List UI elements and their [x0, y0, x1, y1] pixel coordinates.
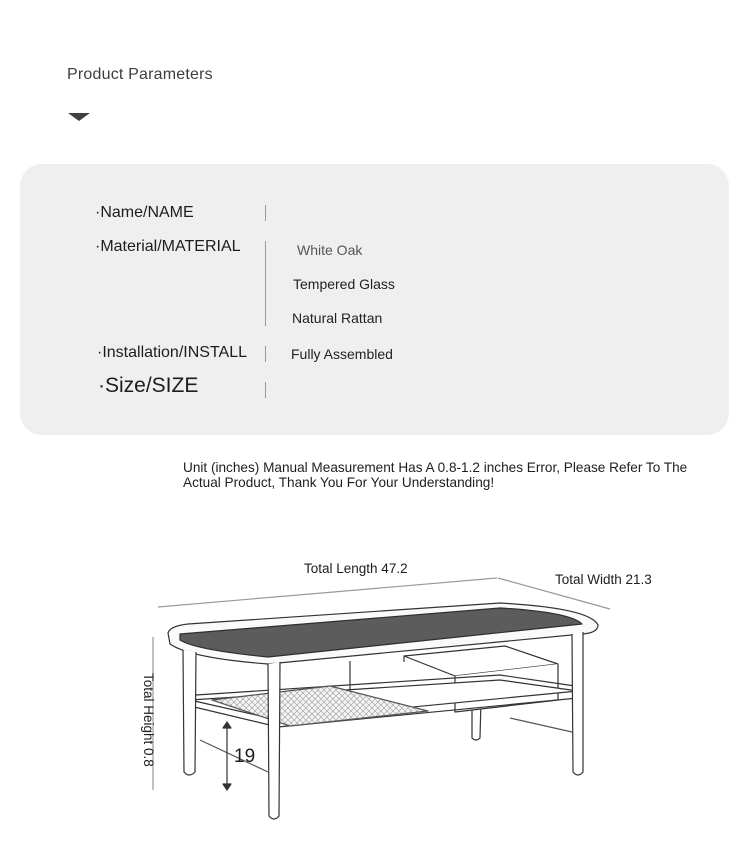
material-value: Tempered Glass — [293, 276, 395, 292]
total-width-label: Total Width 21.3 — [555, 572, 652, 587]
page-title: Product Parameters — [67, 66, 213, 83]
shelf-height-label: 19 — [234, 746, 256, 767]
total-length-label: Total Length 47.2 — [304, 561, 408, 576]
installation-value: Fully Assembled — [291, 346, 393, 362]
measurement-note: Unit (inches) Manual Measurement Has A 0.8-1.2 inches Error, Please Refer To The Actual Product, Thank You For Your Understanding! — [183, 460, 688, 490]
installation-label: ·Installation/INSTALL — [97, 344, 247, 361]
size-label: ·Size/SIZE — [98, 374, 199, 397]
total-height-label: Total Height 0.8 — [141, 673, 156, 767]
material-label: ·Material/MATERIAL — [95, 238, 241, 255]
material-value: Natural Rattan — [292, 310, 383, 326]
material-value: White Oak — [297, 242, 363, 258]
name-label: ·Name/NAME — [95, 204, 194, 221]
